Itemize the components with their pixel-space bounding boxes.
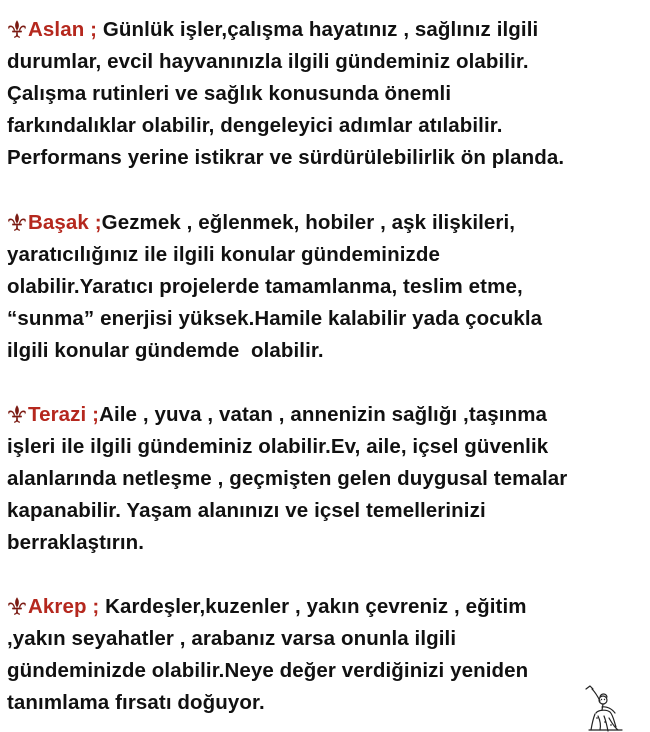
sign-block-basak bbox=[7, 207, 643, 367]
sign-text-line: Çalışma rutinleri ve sağlık konusunda önemli bbox=[7, 82, 452, 105]
sign-name: Aslan bbox=[28, 18, 85, 41]
fleur-de-lis-icon bbox=[7, 19, 27, 39]
sign-heading-line bbox=[7, 399, 643, 431]
sign-separator: ; bbox=[86, 403, 100, 426]
sign-text-line: ilgili konular gündemde olabilir. bbox=[7, 339, 324, 362]
sign-name: Terazi bbox=[28, 403, 87, 426]
sign-heading-line bbox=[7, 207, 643, 239]
sign-text-line: durumlar, evcil hayvanınızla ilgili gündeminiz olabilir. bbox=[7, 50, 529, 73]
sign-separator: ; bbox=[84, 18, 98, 41]
sign-separator: ; bbox=[86, 595, 100, 618]
sign-text-line: alanlarında netleşme , geçmişten gelen duygusal temalar bbox=[7, 467, 568, 490]
sign-text-first: Günlük işler,çalışma hayatınız , sağlınız ilgili bbox=[97, 18, 539, 41]
sign-heading-line bbox=[7, 14, 643, 46]
sign-name: Akrep bbox=[28, 595, 87, 618]
sign-text-line: gündeminizde olabilir.Neye değer verdiğinizi yeniden bbox=[7, 659, 529, 682]
sign-text-line: berraklaştırın. bbox=[7, 531, 145, 554]
sign-text-first: Kardeşler,kuzenler , yakın çevreniz , eğitim bbox=[99, 595, 527, 618]
sign-name: Başak bbox=[28, 211, 89, 234]
sign-text-first: Aile , yuva , vatan , annenizin sağlığı ,taşınma bbox=[99, 403, 548, 426]
sign-text-line: işleri ile ilgili gündeminiz olabilir.Ev, aile, içsel güvenlik bbox=[7, 435, 549, 458]
sign-text-line: ,yakın seyahatler , arabanız varsa onunla ilgili bbox=[7, 627, 457, 650]
sign-separator: ; bbox=[88, 211, 102, 234]
sign-block-akrep bbox=[7, 591, 643, 719]
sign-text-line: farkındalıklar olabilir, dengeleyici adımlar atılabilir. bbox=[7, 114, 503, 137]
decorative-figure-illustration bbox=[578, 683, 630, 732]
sign-block-terazi bbox=[7, 399, 643, 559]
sign-text-line: olabilir.Yaratıcı projelerde tamamlanma, teslim etme, bbox=[7, 275, 523, 298]
sign-text-line: tanımlama fırsatı doğuyor. bbox=[7, 691, 265, 714]
sign-text-first: Gezmek , eğlenmek, hobiler , aşk ilişkileri, bbox=[101, 211, 516, 234]
sign-text-line: Performans yerine istikrar ve sürdürülebilirlik ön planda. bbox=[7, 146, 565, 169]
sign-block-aslan bbox=[7, 14, 643, 174]
fleur-de-lis-icon bbox=[7, 212, 27, 232]
sign-text-line: yaratıcılığınız ile ilgili konular gündeminizde bbox=[7, 243, 440, 266]
fleur-de-lis-icon bbox=[7, 404, 27, 424]
sign-text-line: “sunma” enerjisi yüksek.Hamile kalabilir yada çocukla bbox=[7, 307, 543, 330]
sign-heading-line bbox=[7, 591, 643, 623]
sign-text-line: kapanabilir. Yaşam alanınızı ve içsel temellerinizi bbox=[7, 499, 486, 522]
fleur-de-lis-icon bbox=[7, 596, 27, 616]
